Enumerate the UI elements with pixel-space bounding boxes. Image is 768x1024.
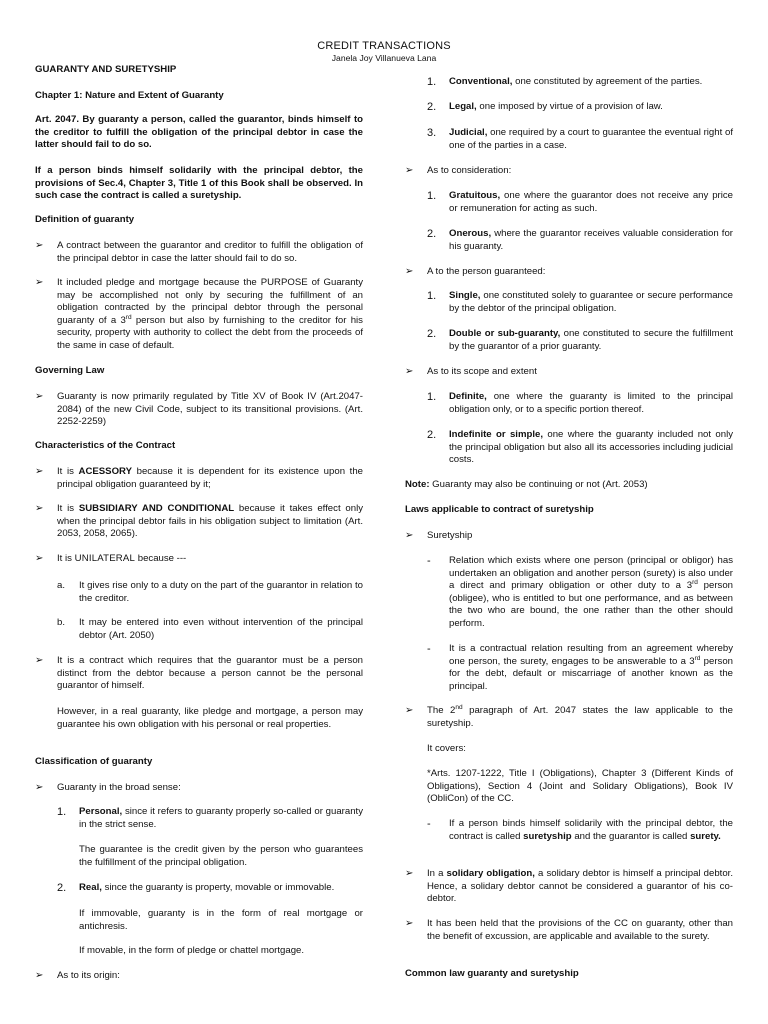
list-item: ➢ The 2nd paragraph of Art. 2047 states the law applicable to the suretyship. bbox=[405, 703, 733, 729]
arrow-bullet-icon: ➢ bbox=[405, 165, 414, 176]
paragraph: *Arts. 1207-1222, Title I (Obligations), Chapter 3 (Different Kinds of Obligations), Section 4 (Joint and Solidary Obligations), Book IV (ObliCon) of the CC. bbox=[427, 768, 733, 805]
paragraph: It covers: bbox=[427, 743, 466, 754]
list-item: 1. Conventional, one constituted by agreement of the parties. bbox=[427, 76, 703, 88]
list-item: b. It may be entered into even without intervention of the principal debtor (Art. 2050) bbox=[57, 617, 363, 641]
list-item-text: Guaranty is now primarily regulated by Title XV of Book IV (Art.2047-2084) of the new Civil Code, subject to its transitional provisions. (Art. 2252-2259) bbox=[57, 391, 363, 428]
classification-heading: Classification of guaranty bbox=[35, 756, 153, 767]
list-item: 1. Personal, since it refers to guaranty properly so-called or guaranty in the strict sense. bbox=[57, 806, 363, 830]
arrow-bullet-icon: ➢ bbox=[35, 240, 44, 251]
paragraph: If movable, in the form of pledge or chattel mortgage. bbox=[79, 945, 305, 956]
arrow-bullet-icon: ➢ bbox=[405, 918, 414, 929]
list-item: ➢ As to consideration: bbox=[405, 165, 512, 176]
arrow-bullet-icon: ➢ bbox=[35, 782, 44, 793]
section-title: GUARANTY AND SURETYSHIP bbox=[35, 64, 177, 75]
list-item: 2. Double or sub-guaranty, one constituted to secure the fulfillment by the guarantor of a prior guaranty. bbox=[427, 328, 733, 352]
chapter-heading: Chapter 1: Nature and Extent of Guaranty bbox=[35, 90, 224, 101]
list-item-text: As to its origin: bbox=[57, 970, 120, 981]
list-item-text: It included pledge and mortgage because the PURPOSE of Guaranty may be accomplished not only by securing the fulfillment of an obligation contracted by the principal debtor through the personal guaranty of a 3rd person but also by furnishing to the creditor for his security, property with authority to collect the debt from the proceeds of the same in case of default. bbox=[57, 277, 363, 351]
list-item bbox=[35, 391, 363, 429]
list-item: 2. Onerous, where the guarantor receives valuable consideration for his guaranty. bbox=[427, 228, 733, 252]
list-item-text: It is SUBSIDIARY AND CONDITIONAL because it takes effect only when the principal debtor fails in his obligation subject to limitation (Art. 2053, 2058, 2065). bbox=[57, 503, 363, 540]
list-item: 2. Legal, one imposed by virtue of a provision of law. bbox=[427, 101, 663, 113]
list-item: ➢ Suretyship bbox=[405, 530, 473, 541]
list-item: a. It gives rise only to a duty on the part of the guarantor in relation to the creditor. bbox=[57, 580, 363, 604]
arrow-bullet-icon: ➢ bbox=[405, 530, 414, 541]
list-item-text: A contract between the guarantor and creditor to fulfill the obligation of the principal debtor in case the latter should fail to do so. bbox=[57, 240, 363, 264]
governing-law-heading: Governing Law bbox=[35, 365, 105, 376]
list-item: ➢ A to the person guaranteed: bbox=[405, 266, 546, 277]
document-header bbox=[0, 40, 768, 63]
list-item: 1. Definite, one where the guaranty is limited to the principal obligation only, or to a specific portion thereof. bbox=[427, 391, 733, 415]
characteristics-heading: Characteristics of the Contract bbox=[35, 440, 176, 451]
list-item bbox=[35, 782, 363, 795]
laws-heading: Laws applicable to contract of suretyship bbox=[405, 504, 594, 515]
art2047-paragraph-1: Art. 2047. By guaranty a person, called the guarantor, binds himself to the creditor to fulfill the obligation of the principal debtor in case the latter should fail to do so. bbox=[35, 114, 363, 151]
arrow-bullet-icon: ➢ bbox=[35, 391, 44, 402]
paragraph: However, in a real guaranty, like pledge and mortgage, a person may guarantee his own obligation with his personal or real properties. bbox=[57, 706, 363, 730]
list-item bbox=[35, 240, 363, 265]
list-item bbox=[35, 277, 363, 353]
list-item: - Relation which exists where one person (principal or obligor) has undertaken an obligation and another person (surety) is also under a direct and primary obligation or other duty to a 3rd person (obligee), who is entitled to but one performance, and as between the two who are bound, the one rather than the other should perform. bbox=[427, 555, 733, 629]
common-law-heading: Common law guaranty and suretyship bbox=[405, 968, 579, 979]
document-author: Janela Joy Villanueva Lana bbox=[331, 53, 437, 63]
list-item-text: Guaranty in the broad sense: bbox=[57, 782, 181, 793]
list-item: 3. Judicial, one required by a court to guarantee the eventual right of one of the parties in a case. bbox=[427, 127, 733, 151]
arrow-bullet-icon: ➢ bbox=[35, 277, 44, 288]
list-item: - It is a contractual relation resulting from an agreement whereby one person, the surety, engages to be answerable to a 3rd person for the debt, default or miscarriage of another known as the principal. bbox=[427, 643, 734, 692]
document-title: CREDIT TRANSACTIONS bbox=[317, 40, 451, 52]
list-item-text: It is UNILATERAL because --- bbox=[57, 553, 187, 564]
list-item bbox=[35, 553, 363, 566]
note: Note: Guaranty may also be continuing or not (Art. 2053) bbox=[405, 479, 648, 490]
list-item-text: It is a contract which requires that the guarantor must be a person distinct from the debtor because a person cannot be the personal guarantor of himself. bbox=[57, 655, 363, 692]
arrow-bullet-icon: ➢ bbox=[35, 655, 44, 666]
arrow-bullet-icon: ➢ bbox=[405, 868, 414, 879]
arrow-bullet-icon: ➢ bbox=[35, 466, 44, 477]
paragraph: If immovable, guaranty is in the form of real mortgage or antichresis. bbox=[79, 908, 363, 932]
list-item: 2. Real, since the guaranty is property, movable or immovable. bbox=[57, 882, 335, 894]
arrow-bullet-icon: ➢ bbox=[35, 553, 44, 564]
list-item: - If a person binds himself solidarily with the principal debtor, the contract is called suretyship and the guarantor is called surety. bbox=[427, 818, 733, 842]
list-item bbox=[35, 970, 363, 983]
list-item: ➢ In a solidary obligation, a solidary debtor is himself a principal debtor. Hence, a solidary debtor cannot be considered a guarantor of his co-debtor. bbox=[405, 868, 734, 905]
paragraph: The guarantee is the credit given by the person who guarantees the fulfillment of the principal obligation. bbox=[79, 844, 363, 868]
arrow-bullet-icon: ➢ bbox=[405, 705, 414, 716]
definition-heading: Definition of guaranty bbox=[35, 214, 135, 225]
list-item: 2. Indefinite or simple, one where the guaranty included not only the principal obligation but also all its accessories including judicial costs. bbox=[427, 429, 734, 466]
list-item: ➢ It has been held that the provisions of the CC on guaranty, other than the benefit of excussion, are applicable and available to the surety. bbox=[405, 918, 733, 942]
arrow-bullet-icon: ➢ bbox=[35, 970, 44, 981]
art2047-paragraph-2: If a person binds himself solidarily with the principal debtor, the provisions of Sec.4, Chapter 3, Title 1 of this Book shall be observed. In such case the contract is called a suretyship. bbox=[35, 165, 363, 202]
list-item bbox=[35, 466, 363, 491]
list-item: ➢ As to its scope and extent bbox=[405, 366, 537, 377]
list-item: 1. Single, one constituted solely to guarantee or secure performance by the debtor of the principal obligation. bbox=[427, 290, 733, 314]
arrow-bullet-icon: ➢ bbox=[405, 266, 414, 277]
list-item: 1. Gratuitous, one where the guarantor does not receive any price or remuneration for acting as such. bbox=[427, 190, 733, 214]
arrow-bullet-icon: ➢ bbox=[405, 366, 414, 377]
list-item bbox=[35, 655, 363, 693]
list-item bbox=[35, 503, 363, 541]
arrow-bullet-icon: ➢ bbox=[35, 503, 44, 514]
list-item-text: It is ACESSORY because it is dependent for its existence upon the principal obligation guaranteed by it; bbox=[57, 466, 363, 490]
